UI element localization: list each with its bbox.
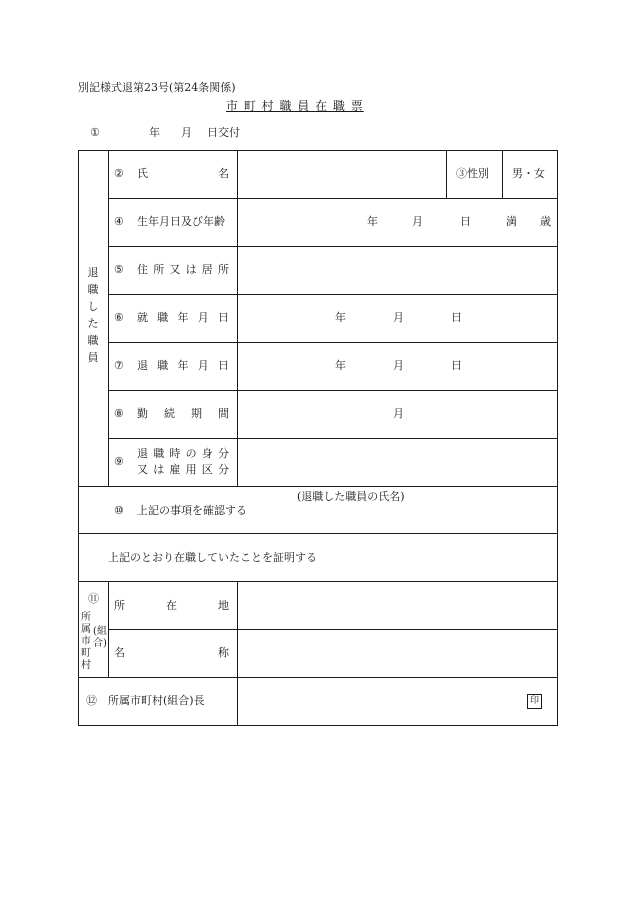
affiliation-number: ⑪ xyxy=(88,592,99,605)
employ-date-label: 就 職 年 月 日 xyxy=(137,311,229,324)
form-title: 市 町 村 職 員 在 職 票 xyxy=(226,99,364,113)
name-label: 氏 名 xyxy=(137,167,229,180)
head-label: 所属市町村(組合)長 xyxy=(108,694,205,707)
confirm-text: 上記の事項を確認する xyxy=(137,504,247,517)
employ-month-label: 月 xyxy=(393,311,404,324)
status-label-line2: 又 は 雇 用 区 分 xyxy=(137,463,229,476)
gender-label: ③性別 xyxy=(456,167,489,180)
age-unit-label: 歳 xyxy=(540,215,551,228)
employ-year-label: 年 xyxy=(335,311,346,324)
location-label: 所 在 地 xyxy=(114,599,229,612)
affiliation-sub-label: (組合) xyxy=(93,626,107,649)
service-period-number: ⑧ xyxy=(114,407,124,420)
employ-date-number: ⑥ xyxy=(114,311,124,324)
birth-number: ④ xyxy=(114,215,124,228)
gender-value: 男・女 xyxy=(512,167,545,180)
status-label-line1: 退 職 時 の 身 分 xyxy=(137,447,229,460)
affiliation-label: 所属市町村 xyxy=(81,612,91,671)
form-number: 別記様式退第23号(第24条関係) xyxy=(78,81,236,94)
retire-date-label: 退 職 年 月 日 xyxy=(137,359,229,372)
issue-year-label: 年 xyxy=(149,126,160,139)
retire-year-label: 年 xyxy=(335,359,346,372)
certify-text: 上記のとおり在職していたことを証明する xyxy=(108,551,317,564)
confirm-name-note: (退職した職員の氏名) xyxy=(297,490,405,503)
confirm-number: ⑩ xyxy=(114,504,124,517)
head-number: ⑫ xyxy=(86,694,97,707)
retire-month-label: 月 xyxy=(393,359,404,372)
issue-day-label: 日交付 xyxy=(207,126,240,139)
seal-mark: 印 xyxy=(527,694,542,709)
address-number: ⑤ xyxy=(114,263,124,276)
birth-year-label: 年 xyxy=(367,215,378,228)
birth-day-label: 日 xyxy=(460,215,471,228)
status-number: ⑨ xyxy=(114,455,124,468)
retire-date-number: ⑦ xyxy=(114,359,124,372)
employ-day-label: 日 xyxy=(451,311,462,324)
retired-section-label: 退職した職員 xyxy=(87,266,99,364)
name-number: ② xyxy=(114,167,124,180)
birth-month-label: 月 xyxy=(412,215,423,228)
address-label: 住 所 又 は 居 所 xyxy=(137,263,229,276)
issue-month-label: 月 xyxy=(181,126,192,139)
service-month-label: 月 xyxy=(393,407,404,420)
org-name-label: 名 称 xyxy=(114,646,229,659)
age-full-label: 満 xyxy=(506,215,517,228)
issue-number: ① xyxy=(90,126,100,139)
retire-day-label: 日 xyxy=(451,359,462,372)
service-period-label: 勤 続 期 間 xyxy=(137,407,229,420)
birth-label: 生年月日及び年齢 xyxy=(137,215,225,228)
